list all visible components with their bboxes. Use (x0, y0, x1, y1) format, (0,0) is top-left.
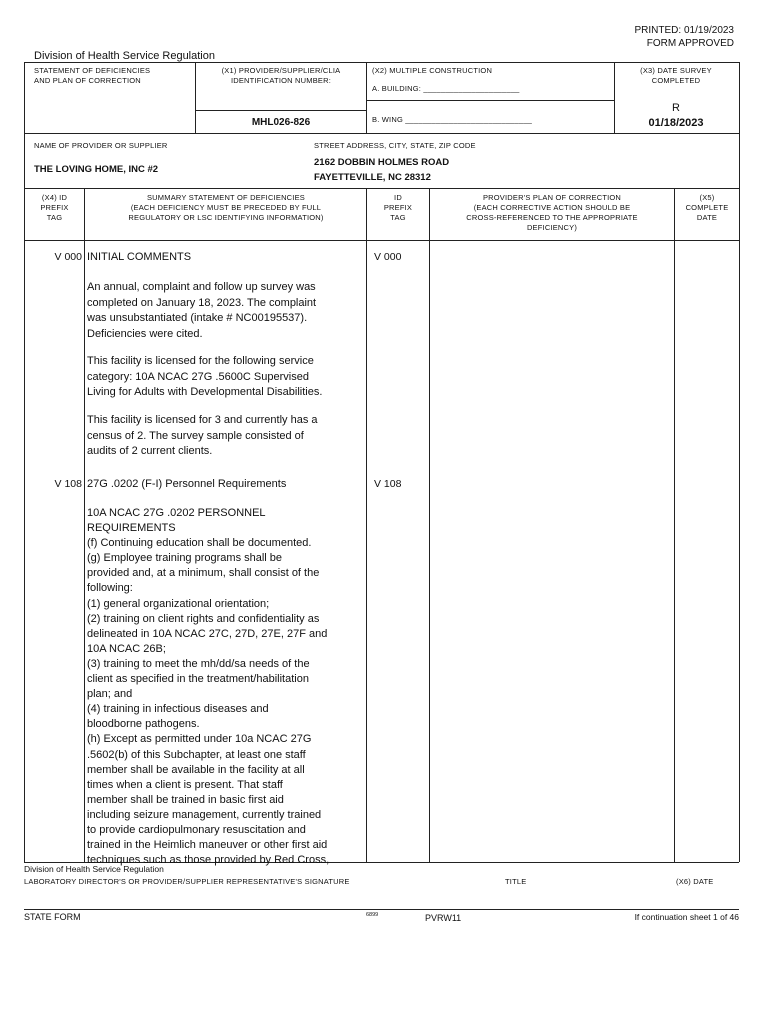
row1-para1: An annual, complaint and follow up survey was completed on January 18, 2023. The complaint was unsubstantiated (intake # NC00195537). Deficiencies were cited. (87, 281, 317, 340)
frame-right (739, 62, 740, 862)
col-x4-divider (84, 188, 85, 862)
signature-label: LABORATORY DIRECTOR'S OR PROVIDER/SUPPLIER REPRESENTATIVE'S SIGNATURE (24, 877, 350, 886)
form-code: 6899 (366, 912, 379, 918)
address-line2: FAYETTEVILLE, NC 28312 (314, 172, 431, 183)
row2-tag-right: V 108 (374, 478, 402, 490)
title-label: TITLE (505, 877, 527, 886)
row1-title: INITIAL COMMENTS (87, 251, 192, 263)
provider-name: THE LOVING HOME, INC #2 (34, 164, 159, 175)
statement-label: STATEMENT OF DEFICIENCIES AND PLAN OF CORRECTION (34, 66, 151, 85)
row1-tag-right: V 000 (374, 251, 402, 263)
pvrw-code: PVRW11 (425, 913, 462, 923)
divider-x1 (195, 62, 196, 133)
address-line1: 2162 DOBBIN HOLMES ROAD (314, 157, 450, 168)
x3-date: 01/18/2023 (648, 117, 704, 129)
printed-date: PRINTED: 01/19/2023 (634, 25, 734, 36)
frame-line-3 (24, 188, 739, 189)
row1-para3: This facility is licensed for 3 and currently has a census of 2. The survey sample consisted of audits of 2 current clients. (87, 414, 318, 457)
col-plan-header: PROVIDER'S PLAN OF CORRECTION (EACH CORRECTIVE ACTION SHOULD BE CROSS-REFERENCED TO THE APPROPRIATE DEFICIENCY) (466, 193, 638, 232)
state-form-label: STATE FORM (24, 912, 81, 922)
frame-line-2 (24, 133, 739, 134)
x1-label: (X1) PROVIDER/SUPPLIER/CLIA IDENTIFICATION NUMBER: (221, 66, 341, 85)
row1-para2: This facility is licensed for the following service category: 10A NCAC 27G .5600C Supervised Living for Adults with Developmental Disabilities. (87, 355, 323, 398)
col-id-divider (429, 188, 430, 862)
building-field: A. BUILDING: ______________________ (372, 84, 520, 93)
wing-field: B. WING _____________________________ (372, 115, 533, 124)
col-id-header: ID PREFIX TAG (383, 193, 413, 222)
frame-left (24, 62, 25, 862)
col-summary-divider (366, 188, 367, 862)
divider-building-wing (366, 100, 614, 101)
x3-label: (X3) DATE SURVEY COMPLETED (640, 66, 712, 85)
frame-top (24, 62, 739, 63)
col-plan-divider (674, 188, 675, 862)
x6-date-label: (X6) DATE (676, 877, 714, 886)
x2-label: (X2) MULTIPLE CONSTRUCTION (372, 66, 493, 75)
divider-x3 (614, 62, 615, 133)
footer-division: Division of Health Service Regulation (24, 864, 164, 874)
row2-title: 27G .0202 (F-I) Personnel Requirements (87, 478, 287, 490)
continuation-sheet: If continuation sheet 1 of 46 (634, 912, 739, 922)
col-summary-header: SUMMARY STATEMENT OF DEFICIENCIES (EACH DEFICIENCY MUST BE PRECEDED BY FULL REGULATORY OR LSC IDENTIFYING INFORMATION) (128, 193, 324, 222)
row2-para4: 10A NCAC 27G .0202 PERSONNEL REQUIREMENTS (f) Continuing education shall be documented. (g) Employee training programs shall be provided and, at a minimum, shall consist of the following: (1) general organizational orientation; (2) training on client rights and confidentiality as delineated in 10A NCAC 27C, 27D, 27E, 27F and 10A NCAC 26B; (3) training to meet the mh/dd/sa needs of the client as specified in the treatment/habilitation plan; and (4) training in infectious diseases and bloodborne pathogens. (h) Except as permitted under 10a NCAC 27G .5602(b) of this Subchapter, at least one staff member shall be available in the facility at all times when a client is present. That staff member shall be trained in basic first aid including seizure management, currently trained to provide cardiopulmonary resuscitation and trained in the Heimlich maneuver or other first aid techniques such as those provided by Red Cross, (87, 507, 330, 867)
provider-name-label: NAME OF PROVIDER OR SUPPLIER (34, 141, 168, 150)
x3-code: R (672, 102, 680, 114)
divider-x1-value (195, 110, 366, 111)
row1-tag: V 000 (54, 251, 82, 263)
form-approved: FORM APPROVED (646, 38, 734, 49)
footer-rule (24, 909, 739, 910)
col-x4-header: (X4) ID PREFIX TAG (40, 193, 69, 222)
address-label: STREET ADDRESS, CITY, STATE, ZIP CODE (314, 141, 476, 150)
col-x5-header: (X5) COMPLETE DATE (685, 193, 729, 222)
divider-x2 (366, 62, 367, 133)
division-title: Division of Health Service Regulation (34, 50, 215, 62)
x1-value: MHL026-826 (251, 117, 311, 128)
row2-tag: V 108 (54, 478, 82, 490)
frame-line-4 (24, 240, 739, 241)
